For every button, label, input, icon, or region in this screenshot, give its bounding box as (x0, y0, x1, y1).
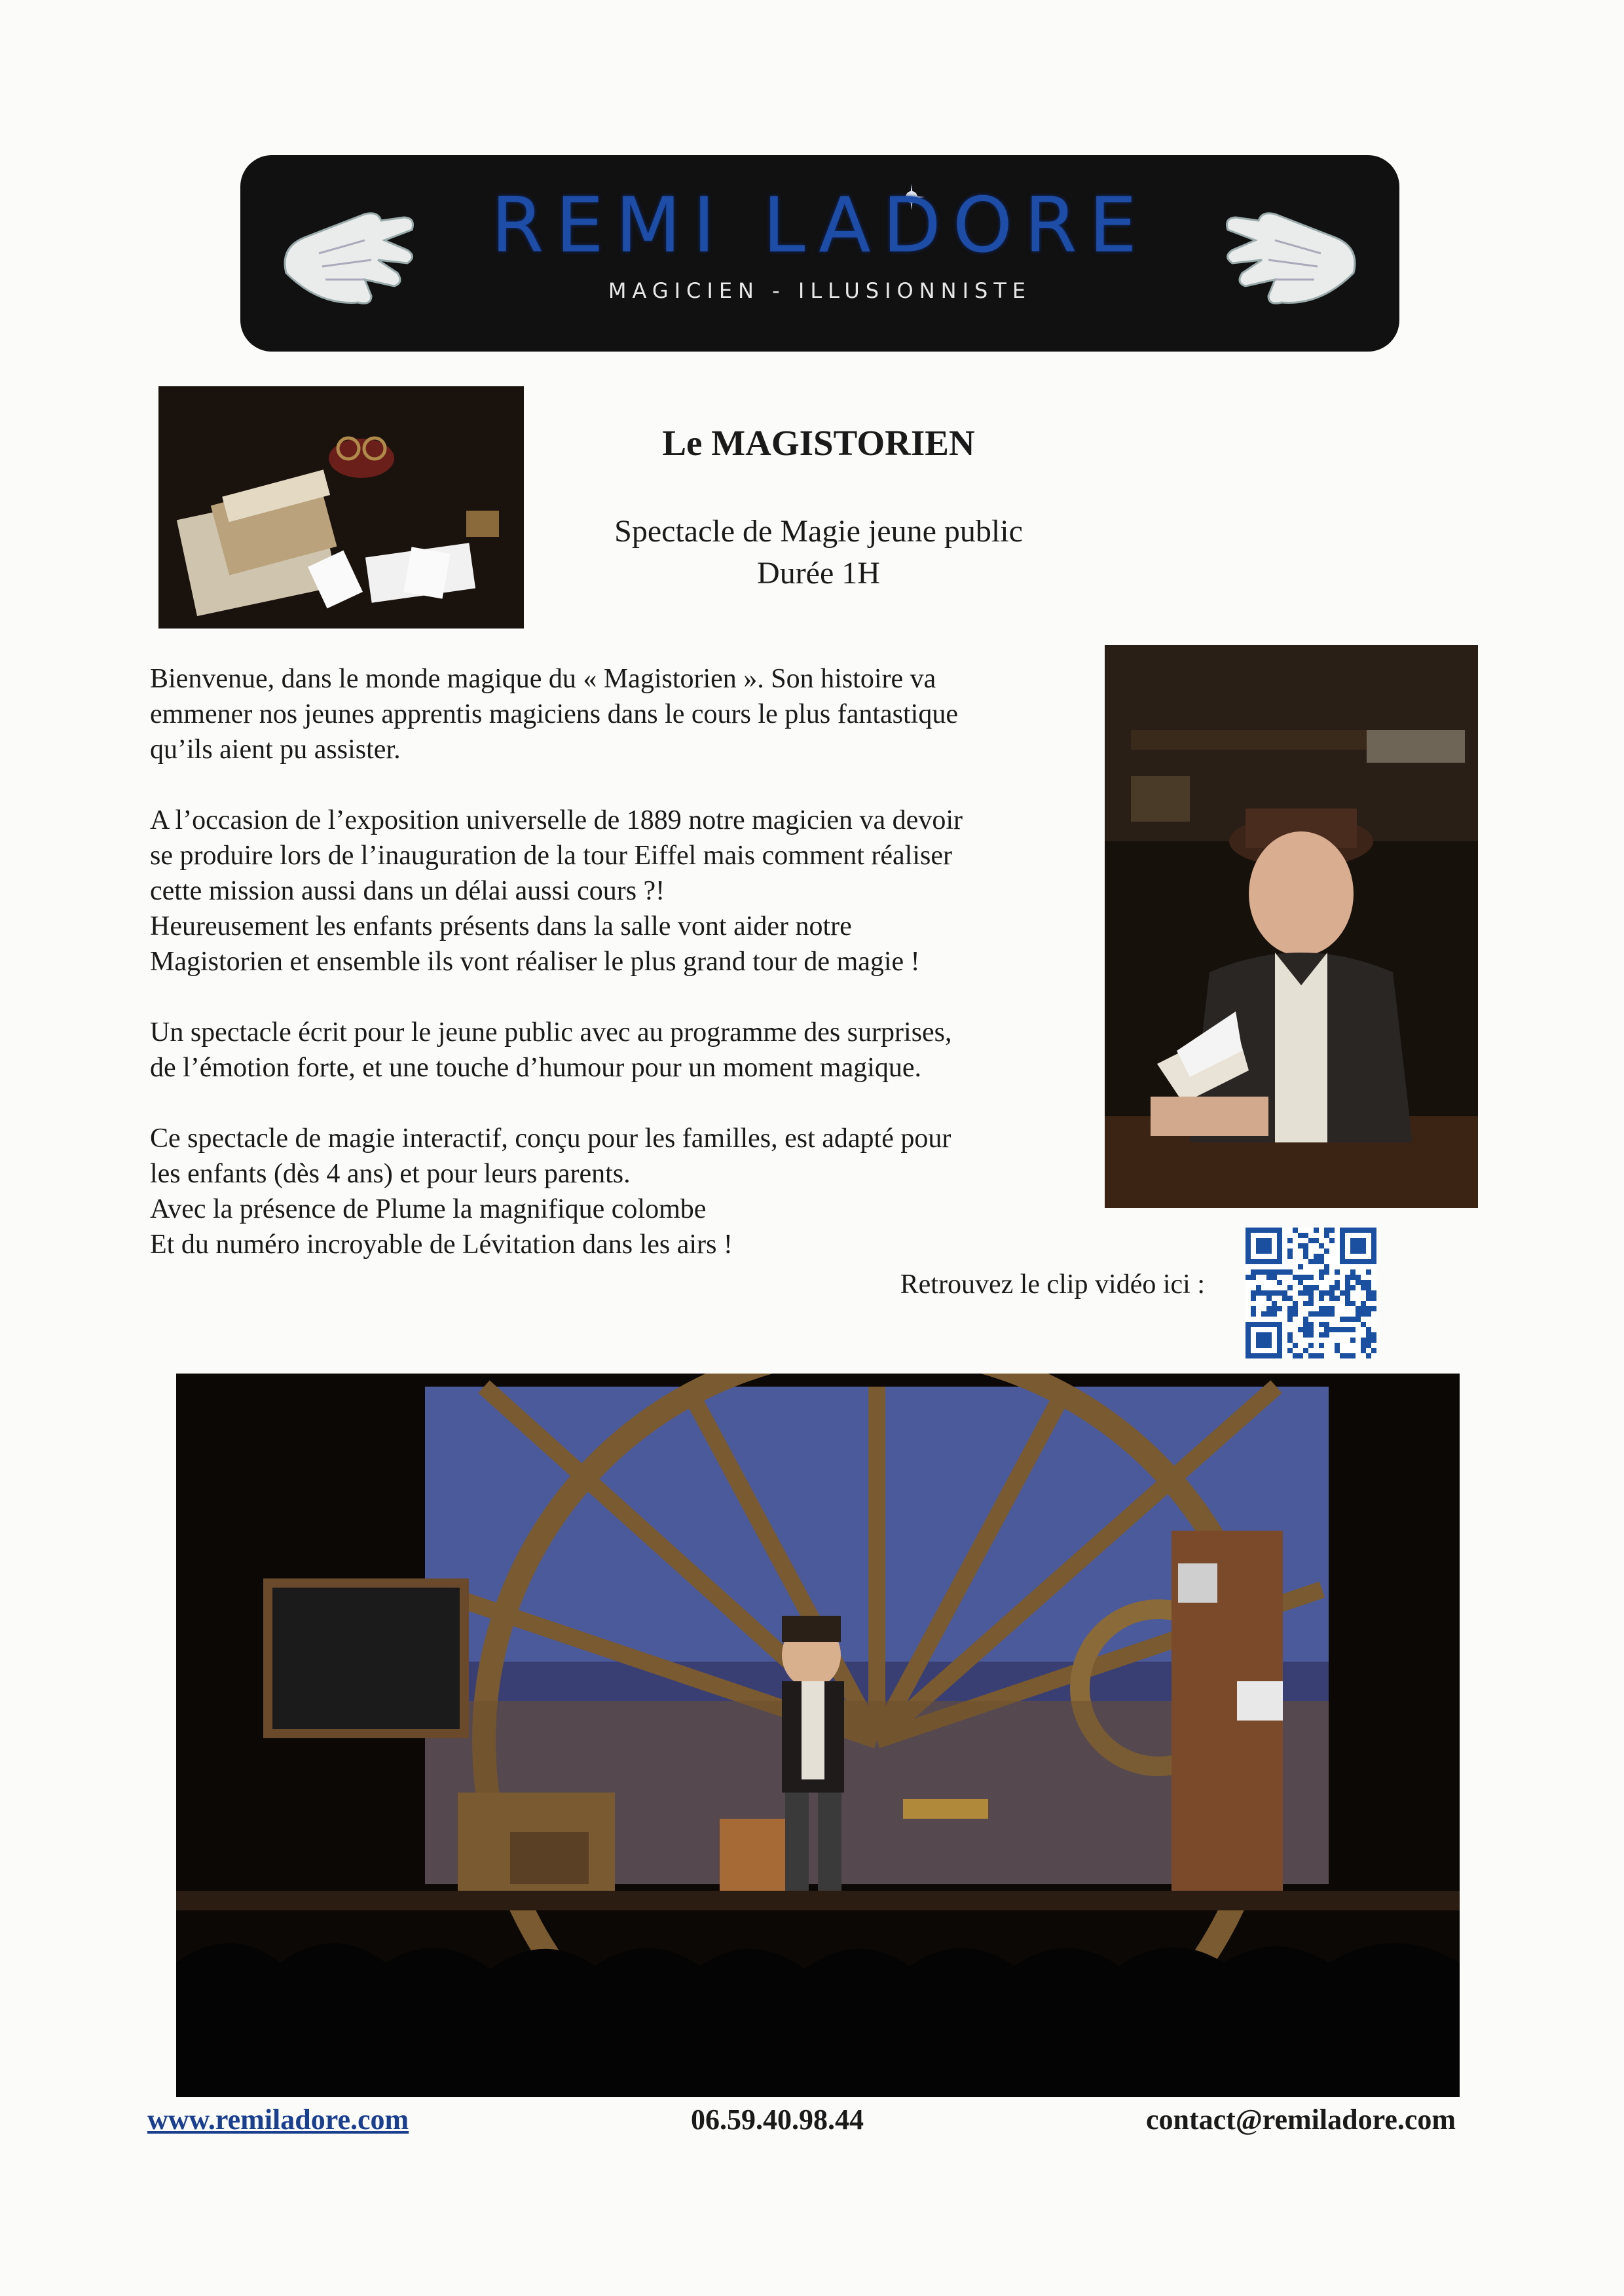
website-link[interactable]: www.remiladore.com (147, 2104, 409, 2136)
text-line: Ce spectacle de magie interactif, conçu pour les familles, est adapté pour (150, 1123, 951, 1154)
show-subtitle: Spectacle de Magie jeune public (614, 514, 1023, 549)
photo-stage-show (176, 1374, 1460, 2097)
description-text (150, 661, 1093, 1298)
paragraph-welcome (150, 661, 1093, 767)
brand-title: REMI LADORE (490, 181, 1149, 270)
paragraph-audience (150, 1121, 1093, 1262)
qr-code-icon (1246, 1228, 1376, 1358)
text-line: Avec la présence de Plume la magnifique colombe (150, 1194, 707, 1224)
header-banner (240, 155, 1399, 352)
text-line: Un spectacle écrit pour le jeune public avec au programme des surprises, (150, 1017, 952, 1048)
phone-number[interactable]: 06.59.40.98.44 (691, 2104, 864, 2136)
paragraph-story (150, 803, 1093, 979)
text-line: Bienvenue, dans le monde magique du « Magistorien ». Son histoire va (150, 664, 936, 694)
photo-book-props (158, 386, 524, 629)
text-line: Et du numéro incroyable de Lévitation dans les airs ! (150, 1230, 733, 1260)
show-title: Le MAGISTORIEN (662, 423, 975, 463)
text-line: Magistorien et ensemble ils vont réaliser le plus grand tour de magie ! (150, 947, 920, 977)
brand-tagline: MAGICIEN - ILLUSIONNISTE (608, 278, 1032, 303)
show-subtitle-block (557, 511, 1080, 594)
text-line: de l’émotion forte, et une touche d’humour pour un moment magique. (150, 1053, 922, 1083)
clip-video-label: Retrouvez le clip vidéo ici : (900, 1269, 1205, 1300)
text-line: Heureusement les enfants présents dans la salle vont aider notre (150, 911, 852, 941)
photo-magician-portrait (1105, 645, 1478, 1208)
show-duration: Durée 1H (757, 556, 880, 591)
text-line: emmener nos jeunes apprentis magiciens dans le cours le plus fantastique (150, 699, 958, 729)
text-line: qu’ils aient pu assister. (150, 735, 401, 765)
email-address[interactable]: contact@remiladore.com (1146, 2104, 1456, 2136)
text-line: se produire lors de l’inauguration de la tour Eiffel mais comment réaliser (150, 841, 952, 871)
text-line: A l’occasion de l’exposition universelle de 1889 notre magicien va devoir (150, 805, 963, 835)
paragraph-program (150, 1015, 1093, 1085)
text-line: les enfants (dès 4 ans) et pour leurs parents. (150, 1159, 631, 1189)
text-line: cette mission aussi dans un délai aussi cours ?! (150, 876, 665, 906)
qr-code[interactable] (1246, 1228, 1376, 1358)
